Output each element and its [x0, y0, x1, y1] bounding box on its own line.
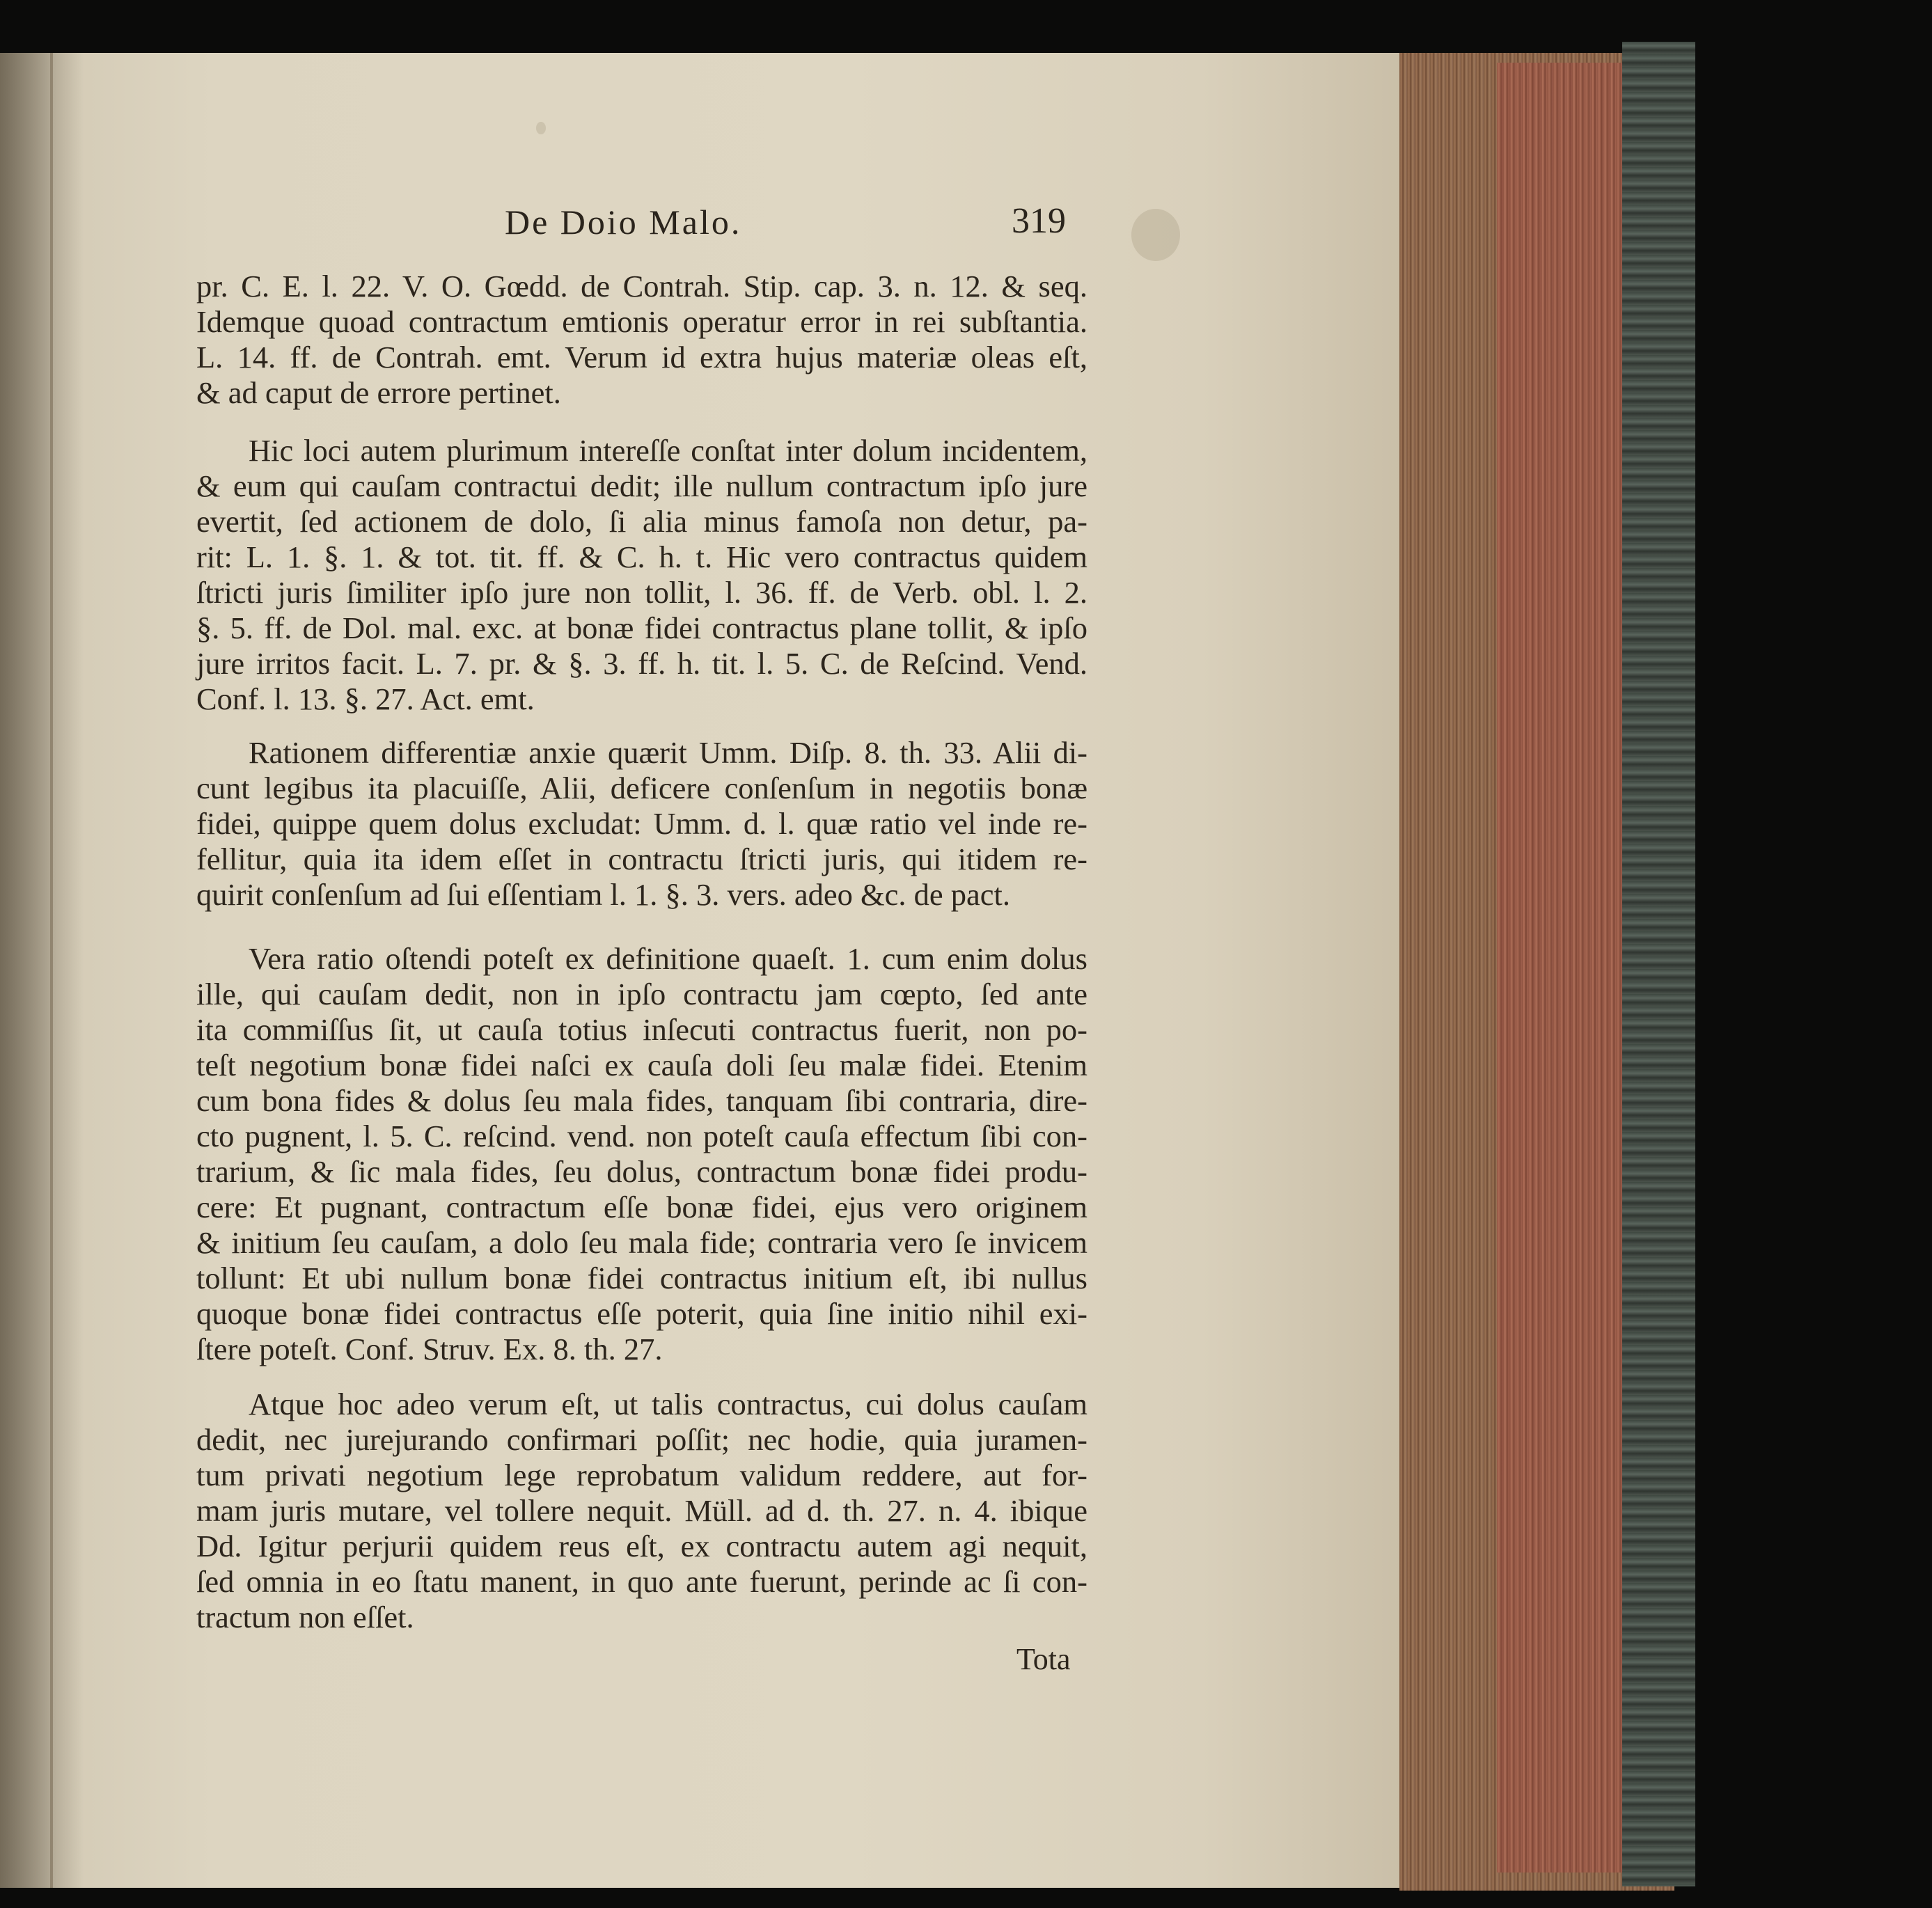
text-line: mam juris mutare, vel tollere nequit. Müll. ad d. th. 27. n. 4. ibique	[196, 1493, 1087, 1528]
text-line: ille, qui cauſam dedit, non in ipſo contractu jam cœpto, ſed ante	[196, 977, 1087, 1011]
text-line: Hic loci autem plurimum intereſſe conſtat inter dolum incidentem,	[249, 433, 1087, 468]
text-line: ſtricti juris ſimiliter ipſo jure non tollit, l. 36. ff. de Verb. obl. l. 2.	[196, 575, 1087, 610]
gutter-shadow	[0, 53, 84, 1888]
paragraph-4	[196, 941, 1087, 1367]
red-page-edges	[1497, 63, 1622, 1872]
text-line: §. 5. ff. de Dol. mal. exc. at bonæ fidei contractus plane tollit, & ipſo	[196, 610, 1087, 645]
text-line: fellitur, quia ita idem eſſet in contractu ſtricti juris, qui itidem re-	[196, 842, 1087, 876]
text-line: pr. C. E. l. 22. V. O. Gœdd. de Contrah. Stip. cap. 3. n. 12. & seq.	[196, 269, 1087, 303]
text-line: tractum non eſſet.	[196, 1600, 414, 1634]
running-title: De Doio Malo.	[505, 203, 742, 242]
paragraph-2	[196, 433, 1087, 717]
text-line: ſtere poteſt. Conf. Struv. Ex. 8. th. 27.	[196, 1332, 663, 1366]
paragraph-3	[196, 735, 1087, 913]
text-line: Dd. Igitur perjurii quidem reus eſt, ex contractu autem agi nequit,	[196, 1529, 1087, 1563]
text-line: Conf. l. 13. §. 27. Act. emt.	[196, 681, 535, 716]
gutter-fold	[50, 53, 53, 1888]
paper-spot	[536, 122, 546, 134]
text-line: & eum qui cauſam contractui dedit; ille nullum contractum ipſo jure	[196, 468, 1087, 503]
text-line: Atque hoc adeo verum eſt, ut talis contractus, cui dolus cauſam	[249, 1387, 1087, 1421]
text-line: trarium, & ſic mala fides, ſeu dolus, contractum bonæ fidei produ-	[196, 1154, 1087, 1189]
book-cover-edge	[1622, 42, 1695, 1886]
text-line: ſed omnia in eo ſtatu manent, in quo ante fuerunt, perinde ac ſi con-	[196, 1564, 1087, 1599]
paragraph-5	[196, 1387, 1087, 1635]
page-number: 319	[1012, 201, 1066, 241]
text-line: cunt legibus ita placuiſſe, Alii, deficere conſenſum in negotiis bonæ	[196, 771, 1087, 805]
text-line: Rationem differentiæ anxie quærit Umm. Diſp. 8. th. 33. Alii di-	[249, 735, 1087, 770]
text-line: rit: L. 1. §. 1. & tot. tit. ff. & C. h. t. Hic vero contractus quidem	[196, 539, 1087, 574]
text-line: Vera ratio oſtendi poteſt ex definitione quaeſt. 1. cum enim dolus	[249, 941, 1087, 976]
text-line: cere: Et pugnant, contractum eſſe bonæ fidei, ejus vero originem	[196, 1190, 1087, 1224]
text-line: cto pugnent, l. 5. C. reſcind. vend. non poteſt cauſa effectum ſibi con-	[196, 1119, 1087, 1153]
paper-stain	[1131, 209, 1180, 261]
text-line: cum bona fides & dolus ſeu mala fides, tanquam ſibi contraria, dire-	[196, 1083, 1087, 1118]
text-line: teſt negotium bonæ fidei naſci ex cauſa doli ſeu malæ fidei. Etenim	[196, 1048, 1087, 1082]
text-line: ita commiſſus ſit, ut cauſa totius inſecuti contractus fuerit, non po-	[196, 1012, 1087, 1047]
text-line: & ad caput de errore pertinet.	[196, 375, 561, 410]
text-line: evertit, ſed actionem de dolo, ſi alia minus famoſa non detur, pa-	[196, 504, 1087, 539]
text-line: quoque bonæ fidei contractus eſſe poterit, quia ſine initio nihil exi-	[196, 1296, 1087, 1331]
text-line: & initium ſeu cauſam, a dolo ſeu mala fide; contraria vero ſe invicem	[196, 1225, 1087, 1260]
text-line: quirit conſenſum ad ſui eſſentiam l. 1. §. 3. vers. adeo &c. de pact.	[196, 877, 1011, 912]
text-line: dedit, nec jurejurando confirmari poſſit; nec hodie, quia juramen-	[196, 1422, 1087, 1457]
text-line: L. 14. ff. de Contrah. emt. Verum id extra hujus materiæ oleas eſt,	[196, 340, 1087, 374]
text-line: tum privati negotium lege reprobatum validum reddere, aut for-	[196, 1458, 1087, 1492]
text-line: tollunt: Et ubi nullum bonæ fidei contractus initium eſt, ibi nullus	[196, 1261, 1087, 1295]
catchword: Tota	[1016, 1642, 1071, 1676]
text-line: fidei, quippe quem dolus excludat: Umm. d. l. quæ ratio vel inde re-	[196, 806, 1087, 841]
text-line: jure irritos facit. L. 7. pr. & §. 3. ff. h. tit. l. 5. C. de Reſcind. Vend.	[196, 646, 1087, 681]
text-line: Idemque quoad contractum emtionis operatur error in rei subſtantia.	[196, 304, 1087, 339]
paragraph-1	[196, 269, 1087, 411]
